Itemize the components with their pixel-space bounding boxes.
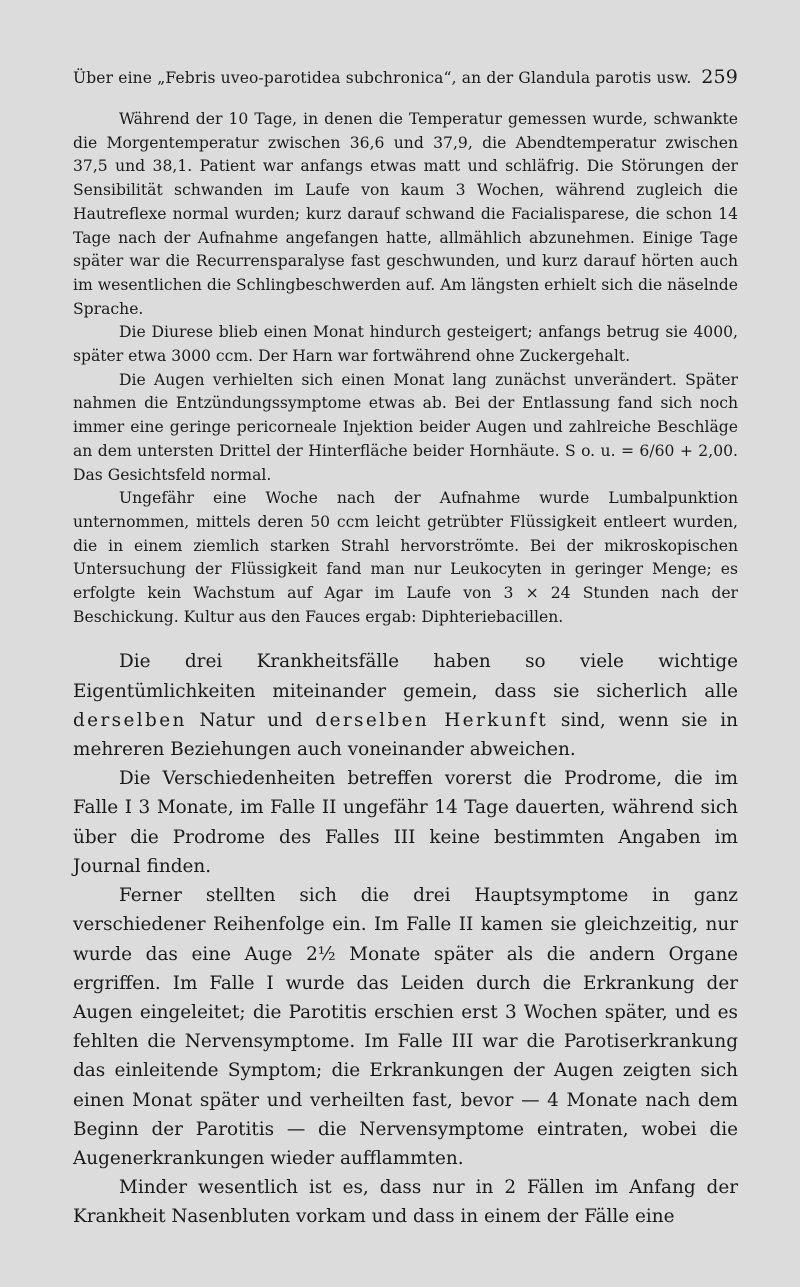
paragraph: Die Augen verhielten sich einen Monat lang zunächst unverändert. Später nahmen die Entzündungssymptome etwas ab. Bei der Entlassung fand sich noch immer eine geringe pericorneale Injektion beider Augen und zahlreiche Beschläge an dem untersten Drittel der Hinterfläche beider Hornhäute. S o. u. = 6/60 + 2,00. Das Gesichtsfeld normal. <box>73 370 738 484</box>
paragraph: Ungefähr eine Woche nach der Aufnahme wurde Lumbalpunktion unternommen, mittels deren 50 ccm leicht getrübter Flüssigkeit entleert wurden, die in einem ziemlich starken Strahl hervorströmte. Bei der mikroskopischen Untersuchung der Flüssigkeit fand man nur Leukocyten in geringer Menge; es erfolgte kein Wachstum auf Agar im Laufe von 3 × 24 Stunden nach der Beschickung. Kultur aus den Fauces ergab: Diphteriebacillen. <box>73 489 738 626</box>
running-header <box>73 66 738 88</box>
discussion-text <box>73 647 738 1231</box>
paragraph <box>73 647 738 764</box>
paragraph: Die Diurese blieb einen Monat hindurch gesteigert; anfangs betrug sie 4000, später etwa 3000 ccm. Der Harn war fortwährend ohne Zuckergehalt. <box>73 323 738 366</box>
paragraph: Während der 10 Tage, in denen die Temperatur gemessen wurde, schwankte die Morgentemperatur zwischen 36,6 und 37,9, die Abendtemperatur zwischen 37,5 und 38,1. Patient war anfangs etwas matt und schläfrig. Die Störungen der Sensibilität schwanden im Laufe von kaum 3 Wochen, während zugleich die Hautreflexe normal wurden; kurz darauf schwand die Facialisparese, die schon 14 Tage nach der Aufnahme angefangen hatte, allmählich abzunehmen. Einige Tage später war die Recurrensparalyse fast geschwunden, und kurz darauf hörten auch im wesentlichen die Schlingbeschwerden auf. Am längsten erhielt sich die näselnde Sprache. <box>73 110 738 318</box>
text-run: Die drei Krankheitsfälle haben so viele wichtige Eigentümlichkeiten miteinander gemein, dass sie sicherlich alle <box>73 651 738 702</box>
page-number: 259 <box>701 66 738 88</box>
paragraph: Minder wesentlich ist es, dass nur in 2 Fällen im Anfang der Krankheit Nasenbluten vorkam und dass in einem der Fälle eine <box>73 1177 738 1228</box>
text-run: sind, wenn sie in mehreren Beziehungen auch voneinander abweichen. <box>73 709 738 761</box>
text-run: Natur und <box>186 709 316 731</box>
paragraph: Die Verschiedenheiten betreffen vorerst die Prodrome, die im Falle I 3 Monate, im Falle II ungefähr 14 Tage dauerten, während sich über die Prodrome des Falles III keine bestimmten Angaben im Journal finden. <box>73 768 738 877</box>
paragraph: Ferner stellten sich die drei Hauptsymptome in ganz verschiedener Reihenfolge ein. Im Falle II kamen sie gleichzeitig, nur wurde das eine Auge 2½ Monate später als die andern Organe ergriffen. Im Falle I wurde das Leiden durch die Erkrankung der Augen eingeleitet; die Parotitis erschien erst 3 Wochen später, und es fehlten die Nervensymptome. Im Falle III war die Parotiserkrankung das einleitende Symptom; die Erkrankungen der Augen zeigten sich einen Monat später und verheilten fast, bevor — 4 Monate nach dem Beginn der Parotitis — die Nervensymptome eintraten, wobei die Augenerkrankungen wieder aufflammten. <box>73 885 738 1169</box>
spaced-emphasis: derselben <box>73 709 187 731</box>
running-title: Über eine „Febris uveo-parotidea subchronica“, an der Glandula parotis usw. <box>73 69 692 87</box>
case-report-text <box>73 108 738 629</box>
spaced-emphasis: derselben Herkunft <box>315 709 549 731</box>
